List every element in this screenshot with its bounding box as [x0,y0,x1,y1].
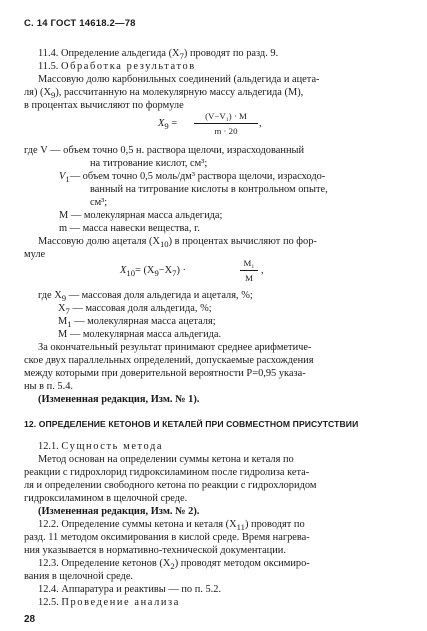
where-M1: $M_1$ — молекулярная масса ацеталя; [58,316,216,330]
text-line: между которыми при доверительной вероятности P=0,95 указа- [24,368,306,379]
text-line: реакции с гидрохлорид гидроксиламином после гидролиза кета- [24,467,310,478]
para-12-1: 12.1. Сущность метода [38,441,164,452]
formula-x10-numerator: M₁ [243,258,255,268]
where-m: m — масса навески вещества, г. [59,223,200,234]
formula-x10: $X_{10}= (X_9-X_7)$ · [120,265,186,279]
para-12-3: 12.3. Определение кетонов $(X_2)$ проводят методом оксимиро- [38,558,310,572]
page-number: 28 [24,614,36,625]
formula-x9-denominator: m · 20 [214,126,238,136]
text-line: Массовую долю карбонильных соединений (альдегида и ацета- [38,74,320,85]
text-line: ны в п. 5.4. [24,381,73,392]
para-12-5: 12.5. Проведение анализа [38,597,180,608]
text-line: разд. 11 методом оксимирования в кислой среде. Время нагрева- [24,532,310,543]
formula-x10-end: , [261,265,264,276]
text-line: см³; [90,197,108,208]
text-line: на титрование кислот, см³; [90,158,208,169]
text-line: ское двух параллельных определений, допускаемые расхождения [24,355,314,366]
formula-x9: $X_9$ = [158,118,178,132]
text-line: гидроксиламином в щелочной среде. [24,493,188,504]
where-v: где V — объем точно 0,5 н. раствора щелочи, израсходованный [24,145,305,156]
para-12-2: 12.2. Определение суммы кетона и кеталя $(X_{11})$ проводят по [38,519,305,533]
page-header: С. 14 ГОСТ 14618.2—78 [24,18,136,29]
text-line: ля и определении свободного кетона по реакции с гидрохлоридом [24,480,317,491]
amendment-note-1: (Измененная редакция, Изм. № 1). [38,394,200,405]
para-11-5: 11.5. Обработка результатов [38,61,196,72]
para-12-4: 12.4. Аппаратура и реактивы — по п. 5.2. [38,584,222,595]
para-11-4: 11.4. Определение альдегида $(X_7)$ проводят по разд. 9. [38,48,279,62]
text-line: За окончательный результат принимают среднее арифметиче- [38,342,312,353]
formula-x10-denominator: M [245,273,253,283]
formula-x10-fraction-bar [240,270,258,271]
formula-x9-fraction-bar [194,123,258,124]
where-x7: $X_7$ — массовая доля альдегида, %; [58,303,212,317]
where-M-aldehyde: M — молекулярная масса альдегида. [58,329,222,340]
text-line: Метод основан на определении суммы кетона и кеталя по [38,454,294,465]
text-line: Массовую долю ацеталя $(X_{10})$ в процентах вычисляют по фор- [38,236,317,250]
formula-x9-end: , [259,118,262,129]
text-line: ванный на титрование кислоты в контрольном опыте, [90,184,328,195]
text-line: в процентах вычисляют по формуле [24,100,184,111]
where-x9: где $X_9$ — массовая доля альдегида и ацеталя, %; [38,290,253,304]
text-line: ля) $(X_9)$, рассчитанную на молекулярную массу альдегида (M), [24,87,304,101]
text-line: вания в щелочной среде. [24,571,134,582]
where-M: M — молекулярная масса альдегида; [59,210,223,221]
formula-x9-numerator: (V−V₁) · M [205,111,247,121]
section-12-title: 12. ОПРЕДЕЛЕНИЕ КЕТОНОВ И КЕТАЛЕЙ ПРИ СОВМЕСТНОМ ПРИСУТСТВИИ [24,419,359,429]
text-line: муле [24,249,46,260]
amendment-note-2: (Измененная редакция, Изм. № 2). [38,506,200,517]
text-line: ния указывается в нормативно-технической документации. [24,545,286,556]
where-v1: $V_1—$ объем точно 0,5 моль/дм³ раствора щелочи, израсходо- [59,171,326,185]
